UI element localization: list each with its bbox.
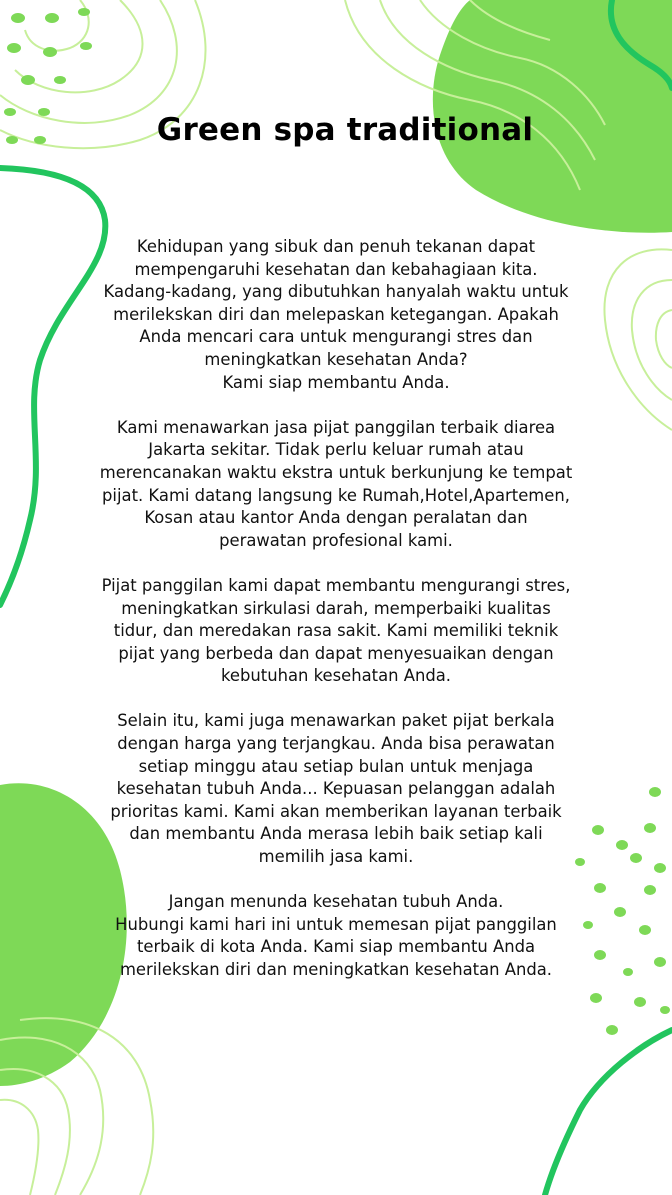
- text-line: merilekskan diri dan melepaskan ketegangan. Apakah: [113, 304, 559, 324]
- text-line: Kami siap membantu Anda.: [222, 372, 450, 392]
- text-line: perawatan profesional kami.: [219, 530, 453, 550]
- text-line: setiap minggu atau setiap bulan untuk menjaga: [138, 756, 534, 776]
- text-line: merilekskan diri dan meningkatkan kesehatan Anda.: [119, 960, 553, 979]
- text-line: terbaik di kota Anda. Kami siap membantu Anda: [136, 937, 536, 957]
- paragraph-benefits: [80, 575, 592, 688]
- text-line: Kami menawarkan jasa pijat panggilan terbaik diarea: [116, 417, 556, 437]
- text-line: mempengaruhi kesehatan dan kebahagiaan kita.: [134, 259, 538, 279]
- text-line: kebutuhan kesehatan Anda.: [220, 666, 451, 686]
- text-line: kesehatan tubuh Anda... Kepuasan pelanggan adalah: [116, 779, 556, 799]
- page-title: Green spa traditional: [156, 112, 534, 148]
- text-line: dengan harga yang terjangkau. Anda bisa perawatan: [117, 734, 555, 754]
- text-line: Jangan menunda kesehatan tubuh Anda.: [168, 892, 504, 912]
- text-line: Jakarta sekitar. Tidak perlu keluar rumah atau: [148, 440, 524, 460]
- paragraph-intro: [80, 236, 592, 394]
- text-line: meningkatkan kesehatan Anda?: [204, 349, 468, 369]
- text-line: meningkatkan sirkulasi darah, memperbaiki kualitas: [121, 598, 551, 618]
- body-text: [80, 236, 592, 1004]
- text-line: merencanakan waktu ekstra untuk berkunjung ke tempat: [99, 462, 573, 482]
- paragraph-call-to-action: [80, 891, 592, 981]
- text-line: Anda mencari cara untuk mengurangi stres dan: [139, 327, 533, 347]
- text-line: Hubungi kami hari ini untuk memesan pijat panggilan: [115, 914, 557, 934]
- text-line: prioritas kami. Kami akan memberikan layanan terbaik: [110, 801, 562, 821]
- text-line: Kehidupan yang sibuk dan penuh tekanan dapat: [136, 237, 536, 256]
- text-line: tidur, dan meredakan rasa sakit. Kami memiliki teknik: [113, 621, 559, 641]
- contour-line-pattern: [604, 249, 672, 430]
- text-line: Selain itu, kami juga menawarkan paket pijat berkala: [117, 711, 555, 731]
- text-line: memilih jasa kami.: [258, 847, 414, 867]
- paragraph-service: [80, 417, 592, 553]
- text-line: Kosan atau kantor Anda dengan peralatan dan: [144, 508, 528, 528]
- text-line: Pijat panggilan kami dapat membantu mengurangi stres,: [101, 575, 571, 595]
- text-line: pijat. Kami datang langsung ke Rumah,Hotel,Apartemen,: [102, 485, 570, 505]
- text-line: Kadang-kadang, yang dibutuhkan hanyalah waktu untuk: [103, 282, 569, 302]
- curved-stroke: [545, 1030, 672, 1195]
- text-line: dan membantu Anda merasa lebih baik setiap kali: [129, 824, 543, 844]
- paragraph-packages: [80, 710, 592, 868]
- text-line: pijat yang berbeda dan dapat menyesuaikan dengan: [118, 643, 554, 663]
